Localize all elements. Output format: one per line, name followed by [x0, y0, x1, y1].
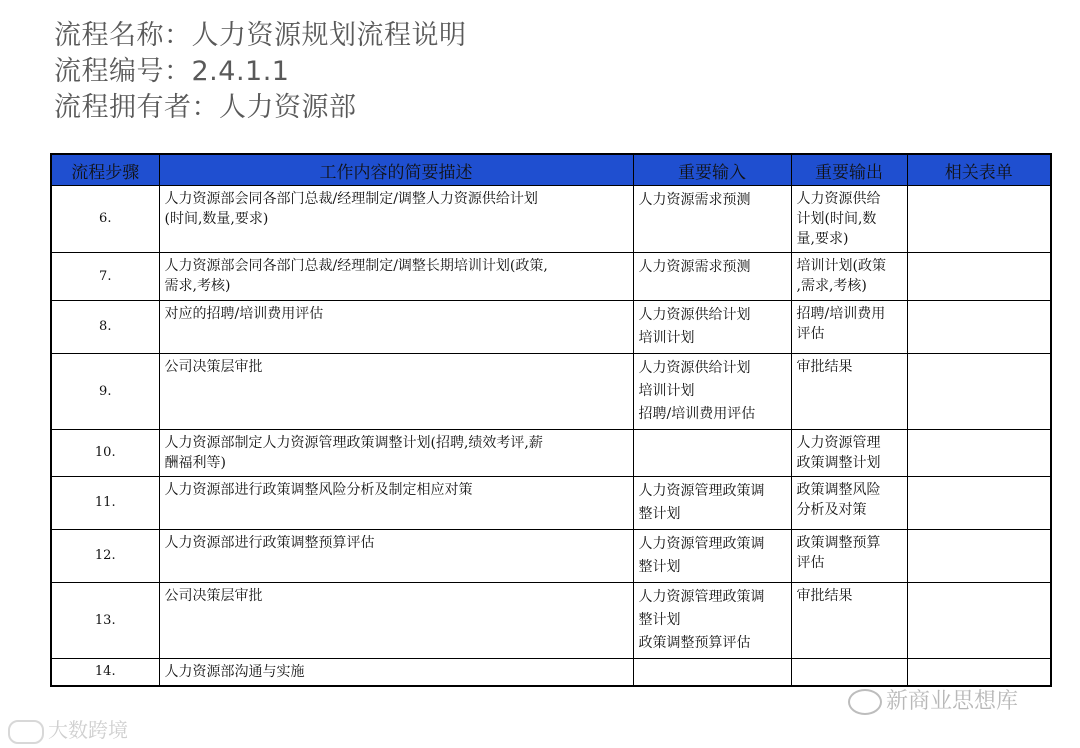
cell-forms: [907, 583, 1051, 659]
column-header-forms: 相关表单: [907, 154, 1051, 186]
cell-outputs-line: 人力资源供给: [796, 191, 881, 207]
watermark-right: [848, 684, 1018, 715]
cell-step: 9.: [51, 354, 159, 430]
watermark-left-text: 大数跨境: [48, 718, 128, 742]
cell-description-line: 人力资源部沟通与实施: [164, 664, 305, 680]
cell-inputs: [633, 659, 791, 687]
process-steps-table: [50, 153, 1052, 687]
cell-outputs-line: 评估: [796, 326, 825, 342]
cell-description-line: 人力资源部进行政策调整风险分析及制定相应对策: [164, 482, 473, 498]
cell-outputs: [791, 583, 907, 659]
cell-forms: [907, 530, 1051, 583]
table-row: [51, 430, 1051, 477]
cell-step: 10.: [51, 430, 159, 477]
cell-inputs: [633, 253, 791, 301]
cell-inputs-line: 人力资源需求预测: [638, 259, 751, 275]
cell-inputs-line: 整计划: [638, 506, 681, 522]
cell-step: 11.: [51, 477, 159, 530]
cell-description: [159, 301, 633, 354]
cell-inputs-line: 人力资源管理政策调: [638, 536, 765, 552]
cell-outputs-line: 政策调整计划: [796, 455, 881, 471]
cell-step: 8.: [51, 301, 159, 354]
cell-description: [159, 477, 633, 530]
cell-inputs: [633, 354, 791, 430]
cell-description-line: 人力资源部会同各部门总裁/经理制定/调整长期培训计划(政策,: [164, 258, 548, 274]
cell-description: [159, 659, 633, 687]
wechat-icon: [848, 689, 882, 715]
cell-outputs: [791, 354, 907, 430]
cell-inputs-line: 整计划: [638, 559, 681, 575]
watermark-right-text: 新商业思想库: [886, 689, 1019, 714]
cell-outputs-line: 政策调整风险: [796, 482, 881, 498]
cell-inputs-line: 培训计划: [638, 383, 695, 399]
process-header: [54, 18, 467, 126]
table-row: [51, 301, 1051, 354]
cell-inputs-line: 招聘/培训费用评估: [638, 406, 756, 422]
cell-outputs-line: 分析及对策: [796, 502, 867, 518]
cell-forms: [907, 659, 1051, 687]
cell-inputs-line: 人力资源需求预测: [638, 192, 751, 208]
table-row: [51, 354, 1051, 430]
table-row: [51, 186, 1051, 253]
cell-outputs-line: 量,要求): [796, 231, 849, 247]
table-body: [51, 186, 1051, 687]
brand-logo-icon: [8, 720, 44, 744]
cell-description: [159, 253, 633, 301]
column-header-step: 流程步骤: [51, 154, 159, 186]
cell-description-line: 人力资源部进行政策调整预算评估: [164, 535, 375, 551]
column-header-inputs: 重要输入: [633, 154, 791, 186]
cell-inputs: [633, 301, 791, 354]
cell-outputs: [791, 186, 907, 253]
cell-outputs-line: 政策调整预算: [796, 535, 881, 551]
cell-description: [159, 583, 633, 659]
cell-outputs-line: ,需求,考核): [796, 278, 867, 294]
cell-inputs-line: 整计划: [638, 612, 681, 628]
cell-description-line: 公司决策层审批: [164, 359, 263, 375]
cell-outputs-line: 计划(时间,数: [796, 211, 877, 227]
cell-outputs: [791, 253, 907, 301]
cell-forms: [907, 253, 1051, 301]
cell-inputs-line: 人力资源管理政策调: [638, 589, 765, 605]
cell-outputs: [791, 530, 907, 583]
process-table-wrapper: [50, 153, 1050, 687]
cell-step: 12.: [51, 530, 159, 583]
cell-inputs: [633, 430, 791, 477]
cell-outputs-line: 培训计划(政策: [796, 258, 886, 274]
cell-description-line: 人力资源部制定人力资源管理政策调整计划(招聘,绩效考评,薪: [164, 435, 543, 451]
process-number: 流程编号：2.4.1.1: [54, 56, 290, 87]
watermark-left: [8, 714, 128, 744]
cell-forms: [907, 354, 1051, 430]
process-name: 流程名称：人力资源规划流程说明: [54, 20, 467, 51]
cell-inputs: [633, 530, 791, 583]
cell-inputs-line: 人力资源管理政策调: [638, 483, 765, 499]
cell-description: [159, 354, 633, 430]
cell-inputs-line: 人力资源供给计划: [638, 360, 751, 376]
cell-outputs: [791, 301, 907, 354]
cell-forms: [907, 301, 1051, 354]
cell-step: 6.: [51, 186, 159, 253]
cell-description: [159, 186, 633, 253]
cell-description-line: 公司决策层审批: [164, 588, 263, 604]
column-header-description: 工作内容的简要描述: [159, 154, 633, 186]
table-row: [51, 477, 1051, 530]
cell-outputs-line: 评估: [796, 555, 825, 571]
cell-inputs-line: 人力资源供给计划: [638, 307, 751, 323]
cell-outputs-line: 审批结果: [796, 359, 853, 375]
cell-outputs: [791, 477, 907, 530]
cell-outputs: [791, 659, 907, 687]
cell-inputs: [633, 186, 791, 253]
cell-step: 7.: [51, 253, 159, 301]
cell-description: [159, 530, 633, 583]
cell-description: [159, 430, 633, 477]
cell-step: 14.: [51, 659, 159, 687]
table-row: [51, 659, 1051, 687]
cell-inputs-line: 培训计划: [638, 330, 695, 346]
cell-description-line: 对应的招聘/培训费用评估: [164, 306, 324, 322]
cell-outputs: [791, 430, 907, 477]
column-header-outputs: 重要输出: [791, 154, 907, 186]
cell-step: 13.: [51, 583, 159, 659]
cell-inputs: [633, 477, 791, 530]
cell-outputs-line: 人力资源管理: [796, 435, 881, 451]
cell-inputs-line: 政策调整预算评估: [638, 635, 751, 651]
cell-outputs-line: 审批结果: [796, 588, 853, 604]
cell-outputs-line: 招聘/培训费用: [796, 306, 886, 322]
table-row: [51, 530, 1051, 583]
cell-description-line: 酬福利等): [164, 455, 226, 471]
cell-description-line: (时间,数量,要求): [164, 211, 269, 227]
cell-description-line: 需求,考核): [164, 278, 231, 294]
cell-inputs: [633, 583, 791, 659]
table-row: [51, 253, 1051, 301]
table-row: [51, 583, 1051, 659]
table-header-row: [51, 154, 1051, 186]
cell-forms: [907, 430, 1051, 477]
process-owner: 流程拥有者：人力资源部: [54, 92, 357, 123]
cell-forms: [907, 186, 1051, 253]
cell-description-line: 人力资源部会同各部门总裁/经理制定/调整人力资源供给计划: [164, 191, 538, 207]
cell-forms: [907, 477, 1051, 530]
